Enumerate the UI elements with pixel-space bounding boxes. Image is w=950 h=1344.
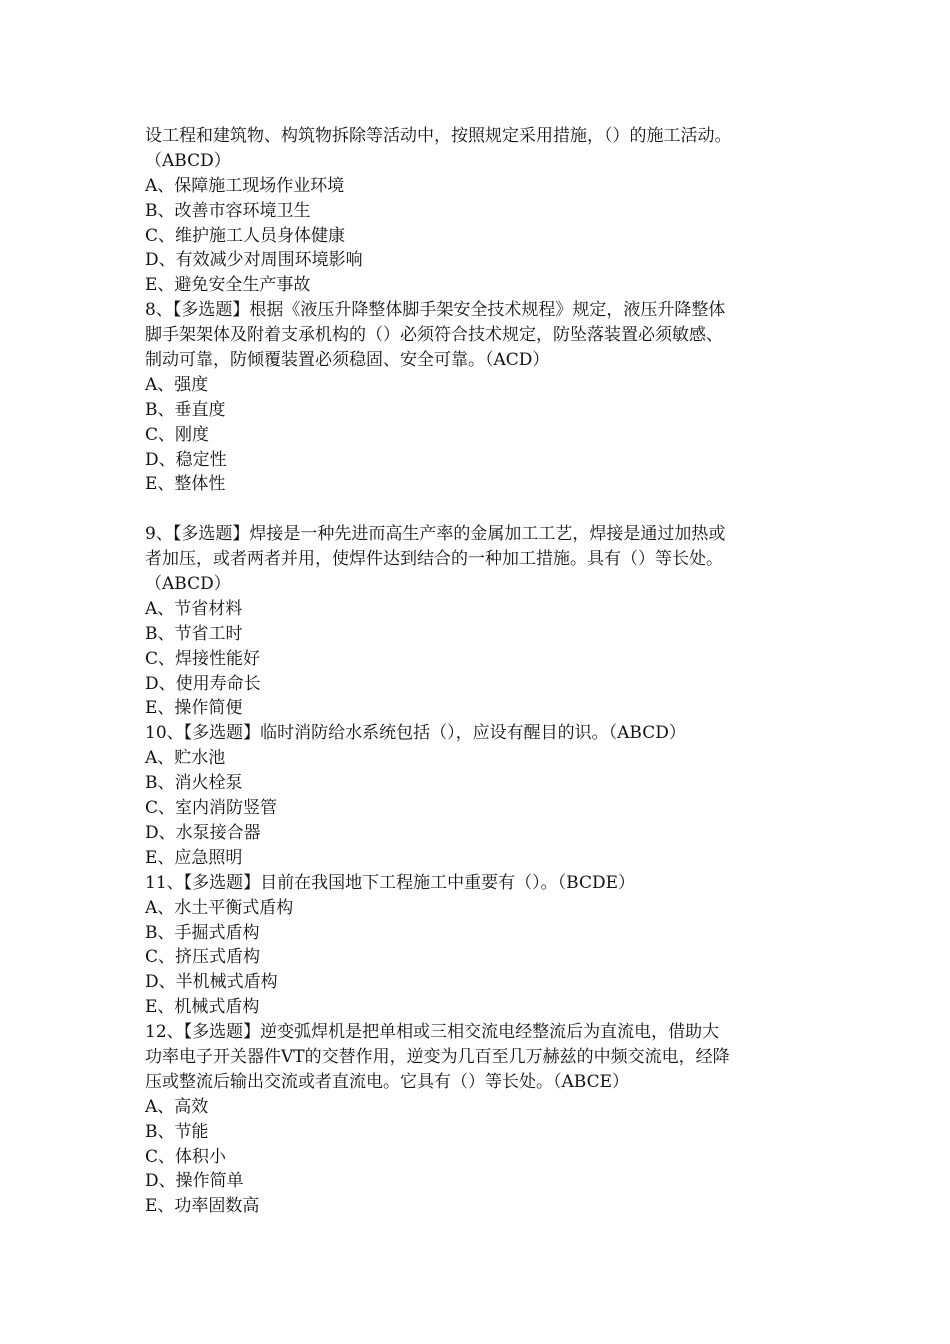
- option-line: D、操作简单: [145, 1171, 244, 1192]
- text-line: 者加压，或者两者并用，使焊件达到结合的一种加工措施。具有（）等长处。: [145, 549, 723, 570]
- option-line: E、机械式盾构: [145, 997, 260, 1018]
- option-line: A、强度: [145, 374, 209, 395]
- option-line: D、半机械式盾构: [145, 972, 278, 993]
- text-line: 制动可靠，防倾覆装置必须稳固、安全可靠。（ACD）: [145, 350, 550, 371]
- option-line: E、操作简便: [145, 698, 243, 719]
- option-line: A、高效: [145, 1096, 209, 1117]
- option-line: D、使用寿命长: [145, 673, 261, 694]
- option-line: E、功率固数高: [145, 1196, 260, 1217]
- question-heading-line: 10、【多选题】临时消防给水系统包括（），应设有醒目的识。（ABCD）: [145, 723, 686, 744]
- option-line: C、焊接性能好: [145, 648, 261, 669]
- text-line: 脚手架架体及附着支承机构的（）必须符合技术规定，防坠落装置必须敏感、: [145, 325, 723, 346]
- option-line: E、避免安全生产事故: [145, 275, 311, 296]
- question-heading-line: 12、【多选题】逆变弧焊机是把单相或三相交流电经整流后为直流电，借助大: [145, 1022, 720, 1043]
- option-line: B、手掘式盾构: [145, 922, 260, 943]
- option-line: D、有效减少对周围环境影响: [145, 250, 363, 271]
- option-line: C、刚度: [145, 424, 210, 445]
- question-heading-line: 11、【多选题】目前在我国地下工程施工中重要有（）。（BCDE）: [145, 872, 635, 893]
- option-line: B、垂直度: [145, 399, 226, 420]
- option-line: A、水土平衡式盾构: [145, 897, 294, 918]
- document-body: [145, 124, 825, 1219]
- text-line: 压或整流后输出交流或者直流电。它具有（）等长处。（ABCE）: [145, 1071, 630, 1092]
- option-line: B、改善市容环境卫生: [145, 200, 311, 221]
- option-line: B、节能: [145, 1121, 209, 1142]
- blank-line: [145, 497, 825, 522]
- option-line: A、保障施工现场作业环境: [145, 175, 345, 196]
- option-line: D、水泵接合器: [145, 822, 261, 843]
- answer-line: （ABCD）: [145, 574, 231, 595]
- option-line: C、体积小: [145, 1146, 227, 1167]
- option-line: E、整体性: [145, 474, 226, 495]
- option-line: E、应急照明: [145, 847, 243, 868]
- question-heading-line: 8、【多选题】根据《液压升降整体脚手架安全技术规程》规定，液压升降整体: [145, 300, 726, 321]
- question-heading-line: 9、【多选题】焊接是一种先进而高生产率的金属加工工艺，焊接是通过加热或: [145, 524, 726, 545]
- option-line: C、室内消防竖管: [145, 798, 278, 819]
- option-line: C、挤压式盾构: [145, 947, 261, 968]
- option-line: C、维护施工人员身体健康: [145, 225, 346, 246]
- option-line: B、节省工时: [145, 623, 243, 644]
- option-line: B、消火栓泵: [145, 773, 243, 794]
- option-line: A、贮水池: [145, 748, 226, 769]
- option-line: D、稳定性: [145, 449, 227, 470]
- option-line: A、节省材料: [145, 598, 243, 619]
- answer-line: （ABCD）: [145, 150, 231, 171]
- text-line: 功率电子开关器件VT的交替作用，逆变为几百至几万赫兹的中频交流电，经降: [145, 1046, 730, 1067]
- text-line: 设工程和建筑物、构筑物拆除等活动中，按照规定采用措施，（）的施工活动。: [145, 126, 732, 146]
